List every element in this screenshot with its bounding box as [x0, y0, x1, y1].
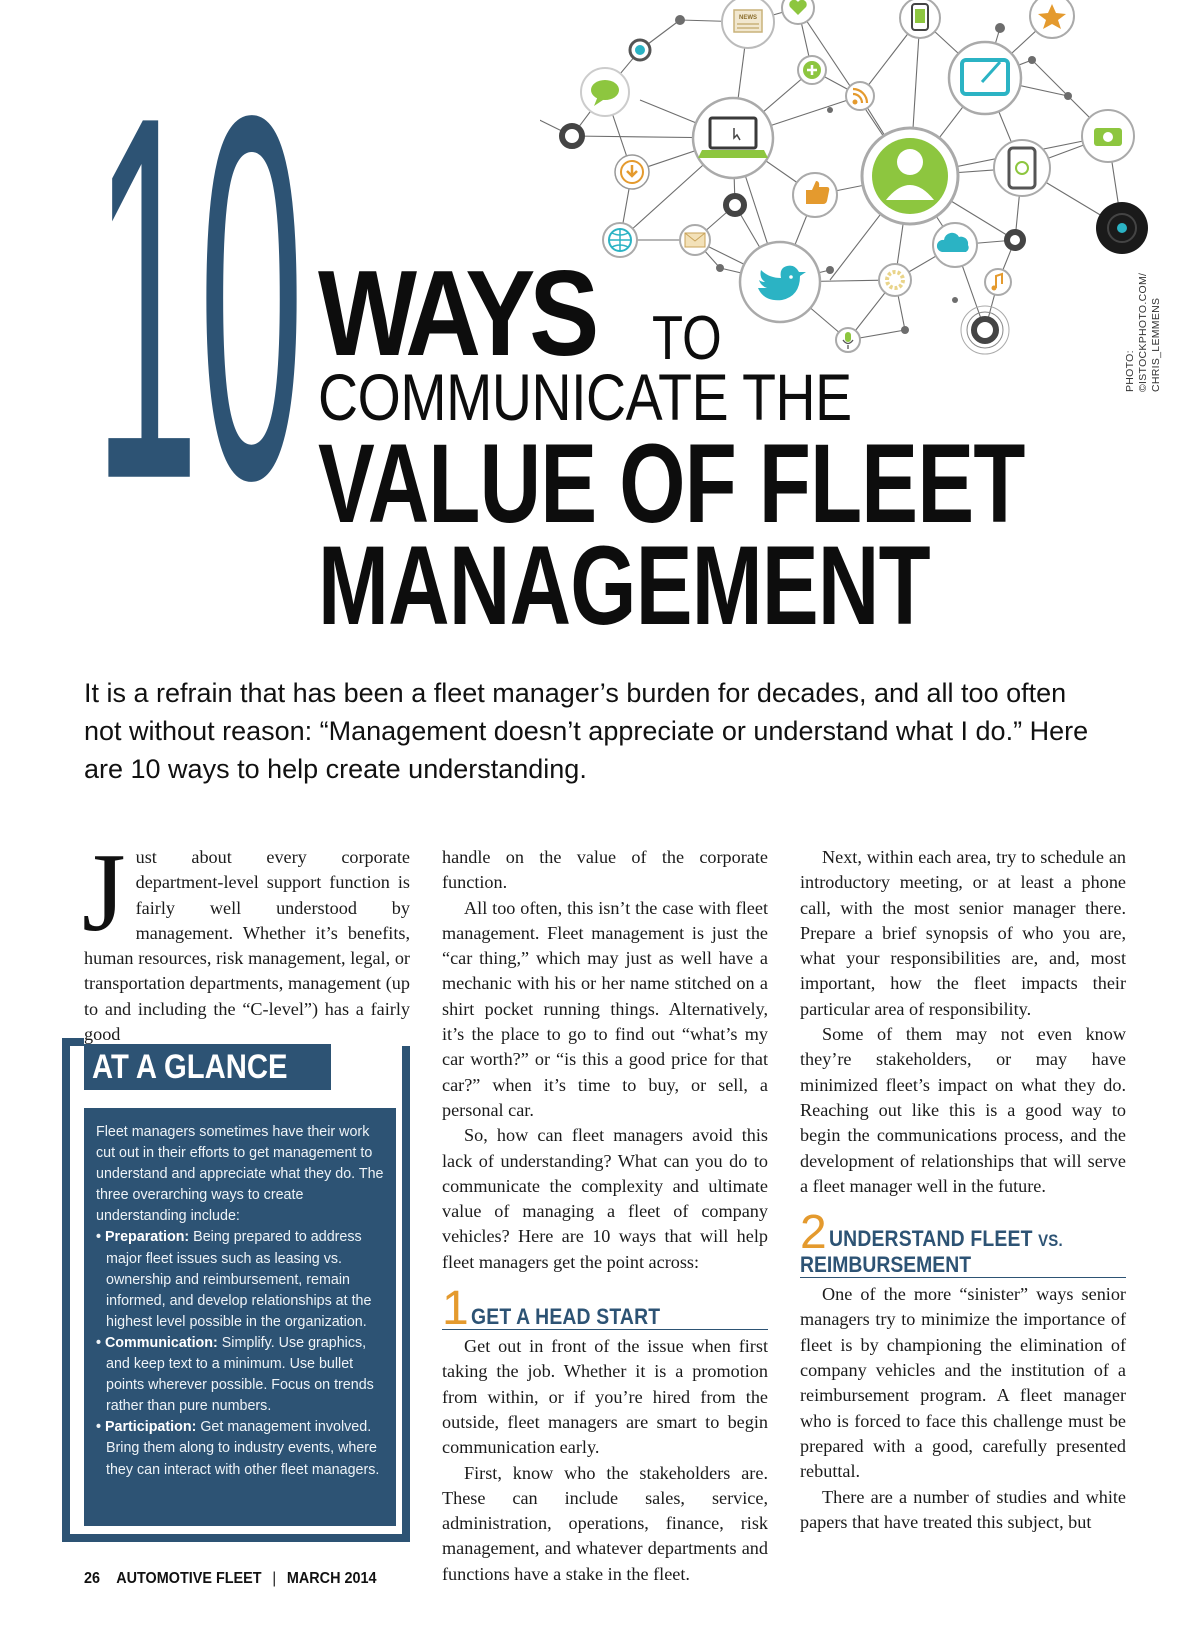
- subhead-2: [800, 1206, 1126, 1278]
- subhead-text: GET A HEAD START: [470, 1304, 660, 1330]
- issue-date: MARCH 2014: [286, 1570, 377, 1587]
- at-a-glance-box: [84, 1108, 396, 1526]
- column2-paragraph-1: handle on the value of the corporate function.: [442, 847, 768, 893]
- headline-value-of-fleet: VALUE OF FLEET: [318, 421, 1025, 546]
- at-a-glance-item: • Preparation: Being prepared to address major fleet issues such as leasing vs. ownership and reimbursement, remain informed, and develop relationships at the highest level possible in the organization.: [96, 1227, 386, 1332]
- svg-text:NEWS: NEWS: [739, 15, 757, 21]
- column3-paragraph-1: Next, within each area, try to schedule an introductory meeting, or at least a phone call, with the most senior manager there. Prepare a brief synopsis of who you are, what your responsibilities are, and, most important, how the fleet impacts their particular area of responsibility.: [800, 847, 1126, 1019]
- heart-icon: [782, 0, 814, 24]
- at-a-glance-intro: Fleet managers sometimes have their work cut out in their efforts to get management to understand and appreciate what they do. The three overarching ways to create understanding include:: [96, 1124, 384, 1225]
- column3-paragraph-2: Some of them may not even know they’re stakeholders, or may have minimized fleet’s impact on what they do. Reaching out like this is a good way to begin the communications process, and the development of relationships that will serve a fleet manager well in the future.: [800, 1024, 1126, 1196]
- star-icon: [1030, 0, 1074, 38]
- headline-to: TO: [652, 304, 722, 373]
- subhead-1: [442, 1282, 768, 1336]
- subhead-vs: VS.: [1037, 1231, 1063, 1251]
- subhead-text-line2: REIMBURSEMENT: [800, 1252, 972, 1278]
- headline-communicate: COMMUNICATE THE: [318, 360, 852, 434]
- photo-credit: PHOTO: ©ISTOCKPHOTO.COM/ CHRIS_LEMMENS: [1124, 272, 1162, 392]
- page-footer: [84, 1570, 409, 1588]
- column3-paragraph-4: There are a number of studies and white papers that have treated this subject, but: [800, 1486, 1126, 1532]
- subhead-text: UNDERSTAND FLEET: [828, 1226, 1033, 1252]
- column2-paragraph-2: All too often, this isn’t the case with fleet management. Fleet management is just the “car thing,” which may just as well have a mechanic with his or her name stitched on a shirt pocket running things. Alternatively, it’s the place to go to find out “what’s my car worth?” or “is this a good price for that car?” when it’s time to buy, or sell, a personal car.: [442, 897, 768, 1120]
- article-column-2: [442, 845, 768, 1587]
- article-deck: It is a refrain that has been a fleet manager’s burden for decades, and all too often not without reason: “Management doesn’t appreciate or understand what I do.” Here are 10 ways to help create understanding.: [84, 678, 1089, 784]
- add-icon: [798, 56, 826, 84]
- mail-icon: [680, 225, 710, 255]
- chat-icon: [581, 68, 629, 116]
- globe-icon: [603, 223, 637, 257]
- page-number: 26: [84, 1570, 101, 1587]
- news-icon: [722, 0, 774, 48]
- publication-name: AUTOMOTIVE FLEET: [116, 1570, 262, 1587]
- article-column-1: [82, 831, 410, 1047]
- music-note-icon: [985, 269, 1011, 295]
- camera-icon: [1082, 110, 1134, 162]
- twitter-bird-icon: [740, 242, 820, 322]
- subhead-number: 1: [442, 1282, 469, 1336]
- tablet-icon: [949, 42, 1021, 114]
- footer-separator: |: [272, 1570, 277, 1587]
- article-column-3: [800, 845, 1126, 1535]
- svg-text:10: 10: [94, 92, 304, 588]
- column1-paragraph-1: ust about every corporate department-level support function is fairly well understood by management. Whether it’s benefits, human resources, risk management, legal, or transportation departments, management (up to and including the “C-level”) has a fairly good: [84, 847, 410, 1045]
- subhead-number: 2: [800, 1206, 827, 1260]
- phone-icon: [900, 0, 940, 38]
- headline-number-10: [94, 92, 304, 640]
- headline-management: MANAGEMENT: [318, 523, 930, 648]
- at-a-glance-item: • Participation: Get management involved. Bring them along to industry events, where they can interact with other fleet managers.: [96, 1417, 386, 1480]
- thumbs-up-icon: [793, 173, 837, 217]
- column2-paragraph-4: Get out in front of the issue when first taking the job. Whether it is a promotion from within, or if you’re hired from the outside, fleet managers are smart to begin communication early.: [442, 1336, 768, 1458]
- at-a-glance-title: AT A GLANCE: [84, 1044, 331, 1090]
- gear-icon: [879, 264, 911, 296]
- headline-ways: WAYS: [318, 245, 594, 381]
- at-a-glance-item: • Communication: Simplify. Use graphics, and keep text to a minimum. Use bullet points wherever possible. Focus on trends rather than pure numbers.: [96, 1333, 386, 1417]
- social-network-illustration: [540, 0, 1200, 400]
- person-icon: [862, 128, 958, 224]
- drop-cap: J: [82, 831, 126, 955]
- column3-paragraph-3: One of the more “sinister” ways senior managers try to minimize the importance of fleet is by championing the elimination of company vehicles and the institution of a reimbursement program. A fleet manager who is forced to face this challenge must be prepared with a good, carefully presented rebuttal.: [800, 1284, 1126, 1482]
- download-icon: [615, 155, 649, 189]
- rss-icon: [846, 82, 874, 110]
- column2-paragraph-3: So, how can fleet managers avoid this lack of understanding? What can you do to communicate the complexity and ultimate value of managing a fleet of company vehicles? Here are 10 ways that will help fleet managers get the point across:: [442, 1125, 768, 1272]
- microphone-icon: [836, 328, 860, 352]
- laptop-icon: [693, 98, 773, 178]
- cloud-icon: [933, 223, 977, 267]
- at-a-glance-list: [96, 1227, 386, 1480]
- smartphone-icon: [994, 140, 1050, 196]
- column2-paragraph-5: First, know who the stakeholders are. These can include sales, service, administration, operations, finance, risk management, and whatever departments and functions have a stake in the fleet.: [442, 1462, 768, 1584]
